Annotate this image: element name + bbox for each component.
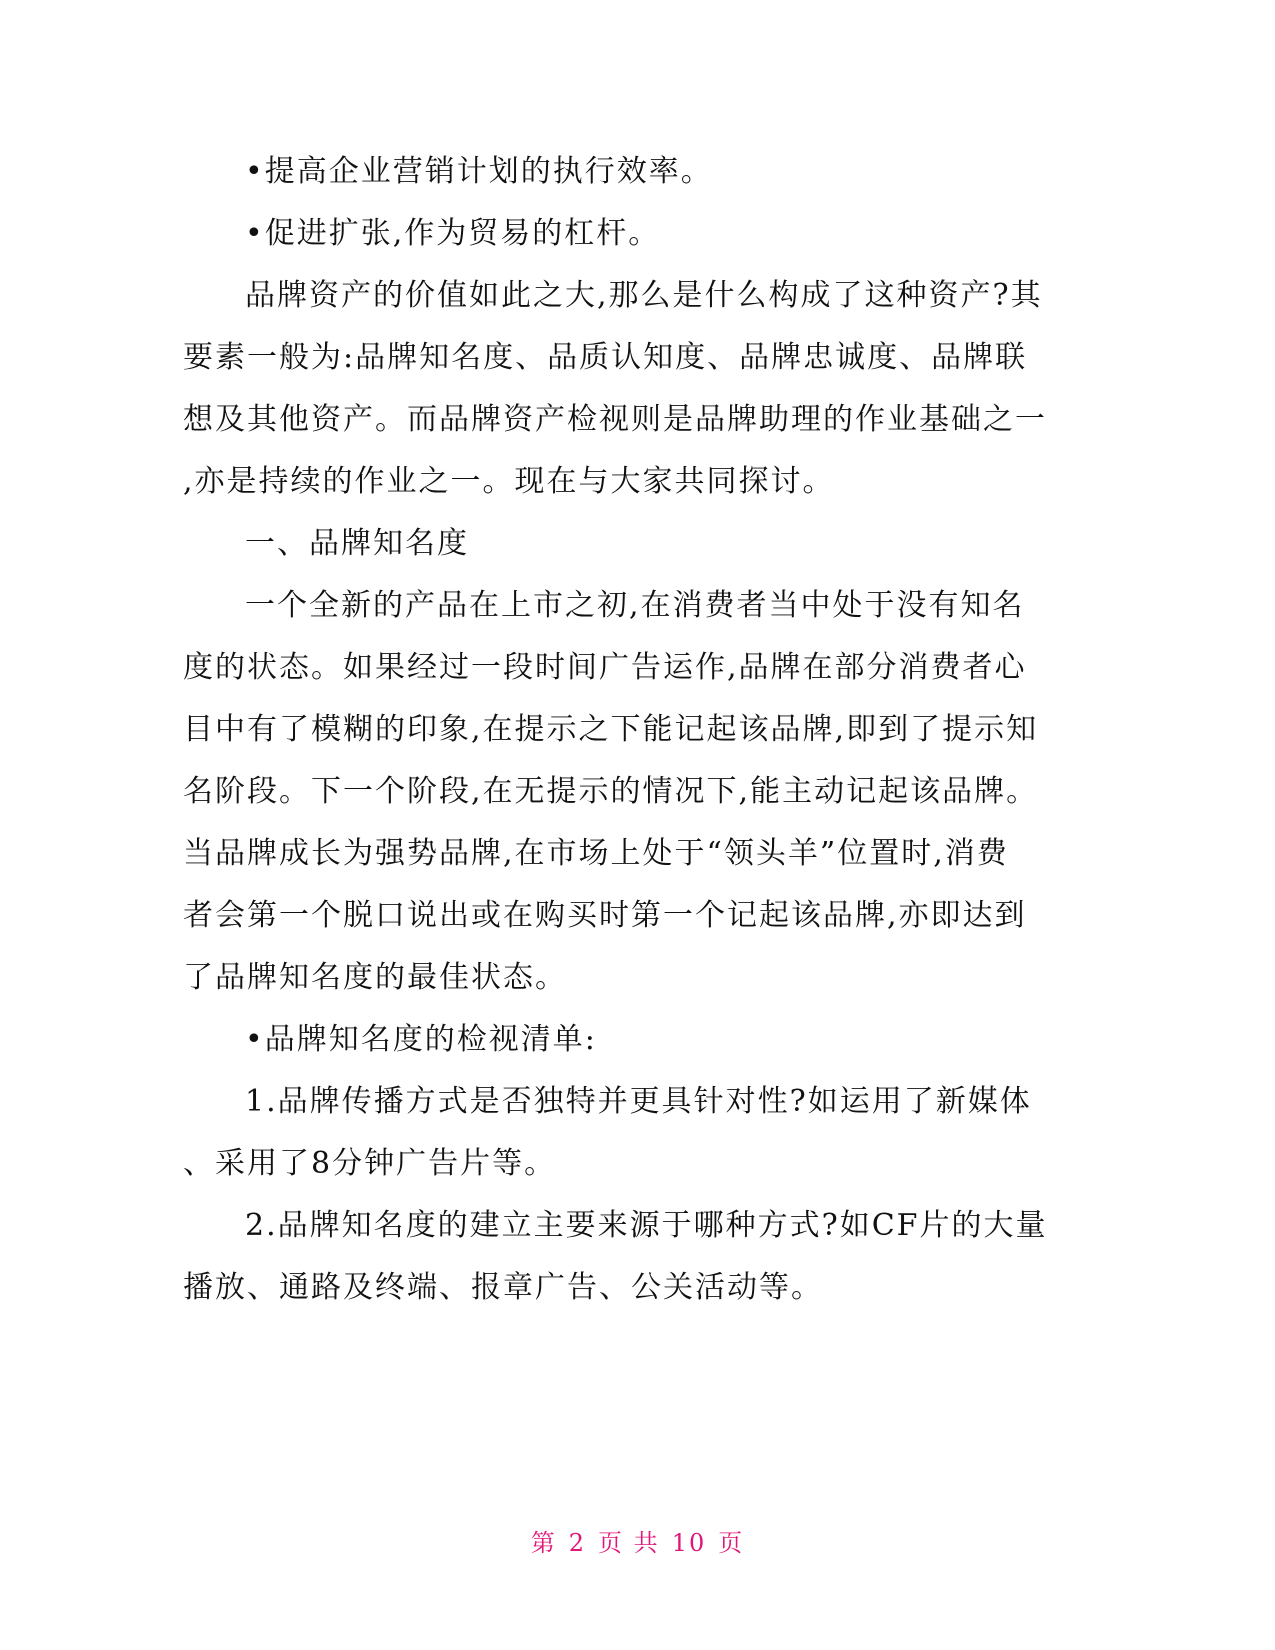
footer-total-pages: 10 [671,1529,707,1557]
footer-prefix: 第 [530,1529,557,1557]
paragraph-line: 了品牌知名度的最佳状态。 [183,960,567,995]
bullet-line: •促进扩张,作为贸易的杠杆。 [245,216,661,251]
list-item: 1.品牌传播方式是否独特并更具针对性?如运用了新媒体 [245,1084,1032,1119]
document-body [183,141,1048,1319]
paragraph-line: 品牌资产的价值如此之大,那么是什么构成了这种资产?其 [245,278,1043,313]
list-item: 2.品牌知名度的建立主要来源于哪种方式?如CF片的大量 [245,1208,1048,1243]
paragraph-line: 想及其他资产。而品牌资产检视则是品牌助理的作业基础之一 [183,402,1047,437]
paragraph-line: 一个全新的产品在上市之初,在消费者当中处于没有知名 [245,588,1025,623]
paragraph-line: 名阶段。下一个阶段,在无提示的情况下,能主动记起该品牌。 [183,774,1039,809]
list-item-continuation: 、采用了8分钟广告片等。 [183,1146,557,1181]
paragraph-line: 当品牌成长为强势品牌,在市场上处于“领头羊”位置时,消费 [183,836,1009,871]
bullet-line: •品牌知名度的检视清单: [245,1022,597,1057]
footer-suffix: 页 [718,1529,745,1557]
list-item-continuation: 播放、通路及终端、报章广告、公关活动等。 [183,1270,823,1305]
paragraph-line: 度的状态。如果经过一段时间广告运作,品牌在部分消费者心 [183,650,1027,685]
footer-mid: 页 共 [598,1529,660,1557]
footer-current-page: 2 [568,1529,587,1557]
paragraph-line: ,亦是持续的作业之一。现在与大家共同探讨。 [183,464,835,499]
page-footer [0,1528,1275,1558]
bullet-line: •提高企业营销计划的执行效率。 [245,154,713,189]
paragraph-line: 要素一般为:品牌知名度、品质认知度、品牌忠诚度、品牌联 [183,340,1028,375]
paragraph-line: 目中有了模糊的印象,在提示之下能记起该品牌,即到了提示知 [183,712,1039,747]
section-heading: 一、品牌知名度 [245,526,469,561]
paragraph-line: 者会第一个脱口说出或在购买时第一个记起该品牌,亦即达到 [183,898,1027,933]
